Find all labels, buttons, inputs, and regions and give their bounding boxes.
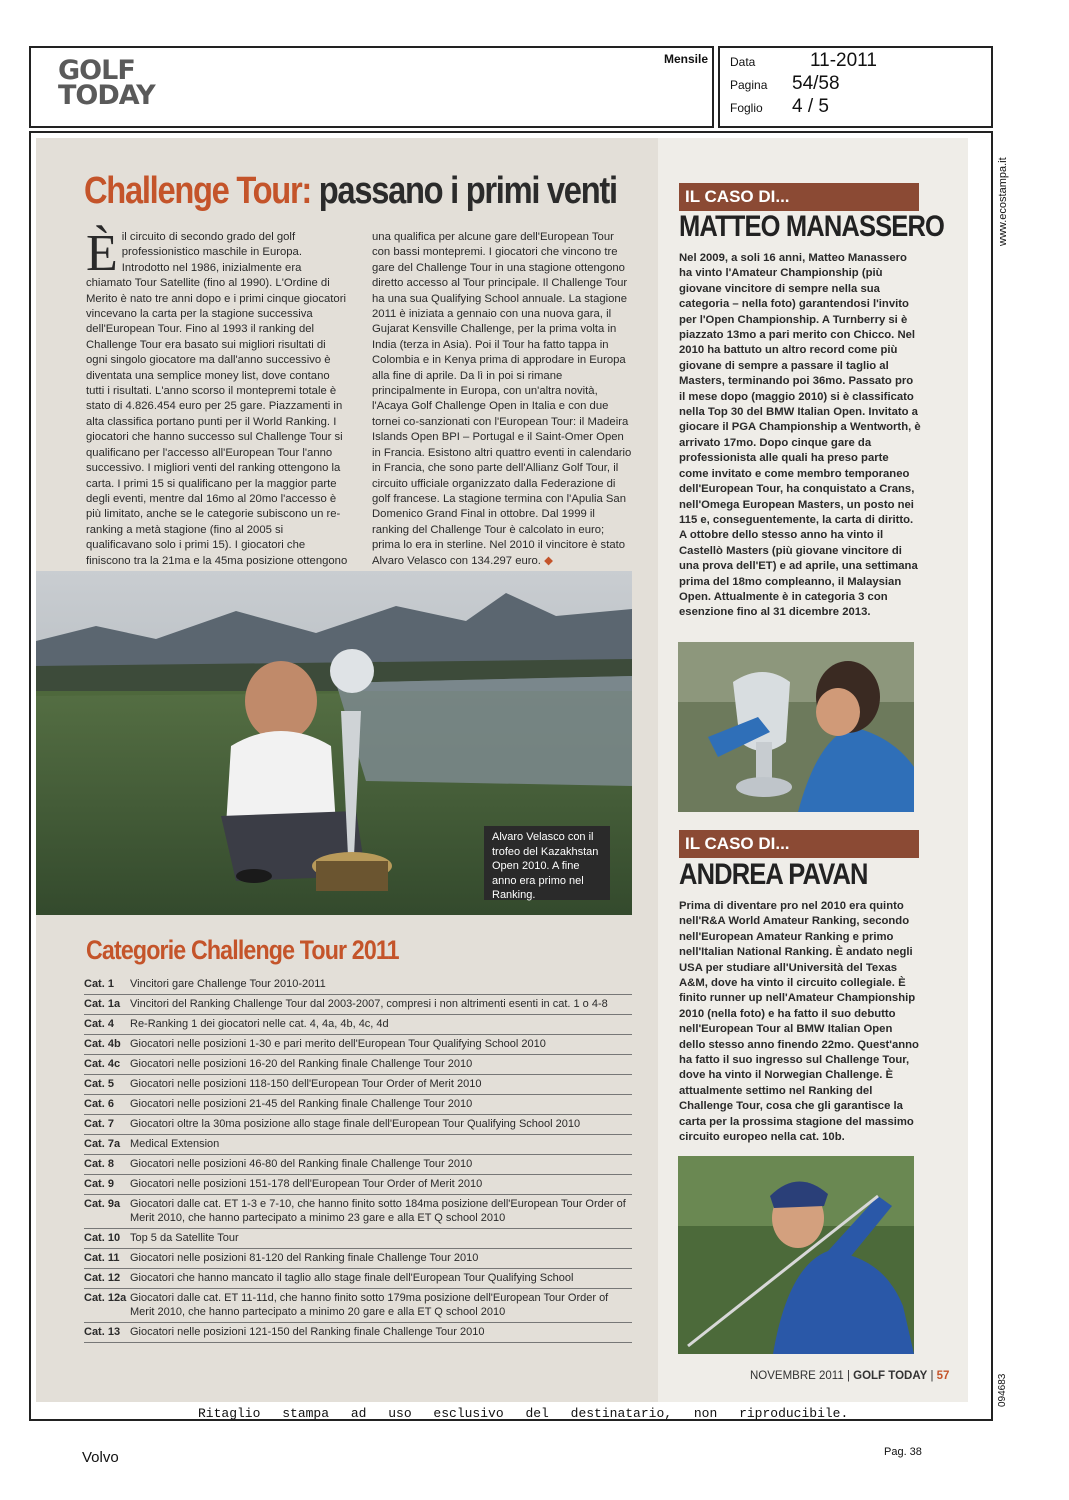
golf-today-logo: [58, 55, 155, 111]
table-row: [84, 1015, 632, 1035]
logo-line2: TODAY: [58, 80, 155, 111]
cat-code: Cat. 7a: [84, 1138, 121, 1150]
cat-code: Cat. 6: [84, 1098, 114, 1110]
magazine-footer: NOVEMBRE 2011 | GOLF TODAY | 57: [750, 1370, 950, 1382]
table-row: [84, 1035, 632, 1055]
table-row: [84, 1055, 632, 1075]
cat-code: Cat. 1a: [84, 998, 121, 1010]
dropcap: È: [86, 225, 118, 282]
periodicity: Mensile: [664, 52, 709, 66]
cat-code: Cat. 12: [84, 1272, 121, 1284]
footer-page: 57: [936, 1370, 950, 1382]
cat-desc: Giocatori nelle posizioni 16-20 del Ranking finale Challenge Tour 2010: [130, 1058, 473, 1070]
pagina-value: 54/58: [792, 73, 840, 94]
client-name: Volvo: [82, 1449, 119, 1466]
cat-code: Cat. 9a: [84, 1198, 121, 1210]
cat-code: Cat. 8: [84, 1158, 114, 1170]
page-number: Pag. 38: [884, 1446, 922, 1458]
cat-code: Cat. 10: [84, 1232, 121, 1244]
table-row: [84, 1323, 632, 1343]
cat-desc: Giocatori nelle posizioni 81-120 del Ranking finale Challenge Tour 2010: [130, 1252, 479, 1264]
foglio-value: 4 / 5: [792, 96, 829, 117]
website-mark: www.ecostampa.it: [997, 157, 1009, 246]
end-mark: ◆: [544, 554, 553, 567]
cat-desc: Re-Ranking 1 dei giocatori nelle cat. 4, 4a, 4b, 4c, 4d: [130, 1018, 389, 1030]
table-row: [84, 1229, 632, 1249]
pagina-label: Pagina: [730, 78, 768, 92]
cat-code: Cat. 4c: [84, 1058, 121, 1070]
table-row: [84, 1175, 632, 1195]
article-title: [84, 170, 617, 213]
cat-desc: Vincitori gare Challenge Tour 2010-2011: [130, 978, 326, 990]
categories-table: [84, 975, 632, 1343]
table-row: [84, 995, 632, 1015]
table-row: [84, 1289, 632, 1323]
cat-code: Cat. 7: [84, 1118, 114, 1130]
photo-caption: Alvaro Velasco con il trofeo del Kazakhstan Open 2010. A fine anno era primo nel Ranking.: [484, 826, 610, 900]
cat-desc: Giocatori dalle cat. ET 11-11d, che hanno finito sotto 179ma posizione dell'European Tour Order of Merit 2010, che hanno partecipato a minimo 20 gare e alla ET Q school 2010: [130, 1292, 609, 1318]
case2-name: ANDREA PAVAN: [679, 858, 868, 891]
data-label: Data: [730, 55, 756, 69]
case2-text: Prima di diventare pro nel 2010 era quinto nell'R&A World Amateur Ranking, secondo nell'European Amateur Ranking e primo nell'Italian National Ranking. È andato negli USA per studiare all'Università del Texas A&M, dove ha vinto il circuito collegiale. È finito runner up nell'Amateur Championship 2010 (nella foto) e ha fatto il suo debutto nell'European Tour al BMW Italian Open dello stesso anno finendo 22mo. Quest'anno ha fatto il suo ingresso sul Challenge Tour, dove ha vinto il Norwegian Challenge. È attualmente settimo nel Ranking del Challenge Tour, cosa che gli garantisce la carta per la prossima stagione del massimo circuito europeo nella cat. 10b.: [679, 900, 919, 1144]
table-row: [84, 1135, 632, 1155]
table-row: [84, 1269, 632, 1289]
table-row: [84, 1195, 632, 1229]
footer-month: NOVEMBRE 2011: [750, 1370, 844, 1382]
cat-desc: Giocatori dalle cat. ET 1-3 e 7-10, che hanno finito sotto 184ma posizione dell'European Tour Order of Merit 2010, che hanno partecipato a minimo 23 gare e alla ET Q school 2010: [130, 1198, 626, 1224]
clipping-notice: Ritaglio stampa ad uso esclusivo del destinatario, non riproducibile.: [198, 1406, 849, 1421]
logo-line1: GOLF: [58, 55, 135, 86]
categories-title: Categorie Challenge Tour 2011: [86, 935, 399, 965]
cat-code: Cat. 4: [84, 1018, 114, 1030]
cat-desc: Giocatori nelle posizioni 46-80 del Ranking finale Challenge Tour 2010: [130, 1158, 473, 1170]
clipping-code: 094683: [997, 1373, 1008, 1407]
title-rest: passano i primi venti: [310, 170, 617, 212]
cat-code: Cat. 1: [84, 978, 114, 990]
cat-desc: Vincitori del Ranking Challenge Tour dal 2003-2007, compresi i non altrimenti esenti in cat. 1 o 4-8: [130, 998, 608, 1010]
cat-desc: Giocatori oltre la 30ma posizione allo stage finale dell'European Tour Qualifying School 2010: [130, 1118, 581, 1130]
case1-text: Nel 2009, a soli 16 anni, Matteo Manassero ha vinto l'Amateur Championship (più giovane vincitore di sempre nella sua categoria – nella foto) garantendosi l'invito per l'Open Championship. A Turnberry si è piazzato 13mo a pari merito con Chicco. Nel 2010 ha battuto un altro record come più giovane di sempre a passare il taglio al Masters, terminando poi 36mo. Passato pro il mese dopo (maggio 2010) si è classificato nella Top 30 del BMW Italian Open. Invitato a giocare il PGA Championship a Wentworth, è arrivato 17mo. Dopo cinque gare da professionista alle quali ha preso parte come invitato e come membro temporaneo dell'European Tour, ha conquistato a Crans, nell'Omega European Masters, un posto nei 115 e, conseguentemente, la carta di diritto. A ottobre dello stesso anno ha vinto il Castellò Masters (più giovane vincitore di una prova dell'ET) e ad aprile, una settimana prima del 18mo compleanno, il Malaysian Open. Attualmente è in categoria 3 con esenzione fino al 31 dicembre 2013.: [679, 252, 921, 619]
cat-code: Cat. 12a: [84, 1292, 127, 1304]
cat-code: Cat. 9: [84, 1178, 114, 1190]
case1-heading-bar: IL CASO DI...: [679, 183, 919, 211]
article-column-1: [86, 225, 348, 567]
case2-heading-bar: IL CASO DI...: [679, 830, 919, 858]
cat-desc: Giocatori che hanno mancato il taglio allo stage finale dell'European Tour Qualifying School: [130, 1272, 574, 1284]
article-column-2: [372, 230, 634, 567]
cat-desc: Giocatori nelle posizioni 118-150 dell'European Tour Order of Merit 2010: [130, 1078, 482, 1090]
cat-desc: Top 5 da Satellite Tour: [130, 1232, 239, 1244]
table-row: [84, 975, 632, 995]
footer-magazine: GOLF TODAY: [853, 1370, 928, 1382]
table-row: [84, 1095, 632, 1115]
table-row: [84, 1249, 632, 1269]
case1-name: MATTEO MANASSERO: [679, 210, 945, 243]
cat-desc: Giocatori nelle posizioni 151-178 dell'European Tour Order of Merit 2010: [130, 1178, 483, 1190]
cat-code: Cat. 4b: [84, 1038, 121, 1050]
cat-desc: Giocatori nelle posizioni 21-45 del Ranking finale Challenge Tour 2010: [130, 1098, 473, 1110]
cat-code: Cat. 5: [84, 1078, 114, 1090]
cat-desc: Giocatori nelle posizioni 1-30 e pari merito dell'European Tour Qualifying School 2010: [130, 1038, 546, 1050]
table-row: [84, 1075, 632, 1095]
data-value: 11-2011: [810, 50, 877, 71]
table-row: [84, 1115, 632, 1135]
photo-manassero-trophy: [678, 642, 914, 812]
foglio-label: Foglio: [730, 101, 763, 115]
column-1-text: il circuito di secondo grado del golf professionistico maschile in Europa. Introdotto nel 1986, inizialmente era chiamato Tour Satellite (fino al 1990). L'Ordine di Merito è nato tre anni dopo e i primi cinque giocatori vincevano la carta per la stagione successiva dell'European Tour. Fino al 1993 il ranking del Challenge Tour era basato sui migliori risultati di ogni singolo giocatore ma dall'anno successivo è diventata una semplice money list, dove contano tutti i risultati. L'anno scorso il montepremi totale è stato di 4.826.454 euro per 25 gare. Piazzamenti in alta classifica portano punti per il World Ranking. I giocatori che hanno successo sul Challenge Tour si qualificano per l'accesso all'European Tour l'anno successivo. I migliori venti del ranking ottengono la carta. I primi 15 si qualificano per la maggior parte degli eventi, mentre dal 16mo al 20mo l'accesso è più limitato, anche se le categorie subiscono un re-ranking a metà stagione (fino al 2005 si qualificavano solo i primi 15). I giocatori che finiscono tra la 21ma e la 45ma posizione ottengono: [86, 231, 348, 567]
cat-desc: Giocatori nelle posizioni 121-150 del Ranking finale Challenge Tour 2010: [130, 1326, 485, 1338]
cat-desc: Medical Extension: [130, 1138, 220, 1150]
table-row: [84, 1155, 632, 1175]
title-accent: Challenge Tour:: [84, 170, 311, 212]
photo-pavan-swing: [678, 1156, 914, 1354]
cat-code: Cat. 11: [84, 1252, 120, 1264]
cat-code: Cat. 13: [84, 1326, 121, 1338]
column-2-text: una qualifica per alcune gare dell'European Tour con bassi montepremi. I giocatori che vincono tre gare del Challenge Tour in una stagione ottengono diretto accesso al Tour principale. Il Challenge Tour ha una sua Qualifying School annuale. La stagione 2011 è iniziata a gennaio con una nuova gara, il Gujarat Kensville Challenge, per la prima volta in India (terza in Asia). Poi il Tour ha fatto tappa in Colombia e in Kenya prima di approdare in Europa alla fine di aprile. Da lì in poi si rimane principalmente in Europa, con un'altra novità, l'Acaya Golf Challenge Open in Italia e con due tornei co-sanzionati con l'European Tour: il Madeira Islands Open BPI – Portugal e il Saint-Omer Open in Francia. Esistono altri quattro eventi in calendario in Francia, che sono parte dell'Allianz Golf Tour, il circuito ufficiale organizzato dalla Federazione di golf francese. La stagione termina con l'Apulia San Domenico Grand Final in ottobre. Dal 1999 il ranking del Challenge Tour è calcolato in euro; prima lo era in sterline. Nel 2010 il vincitore è stato Alvaro Velasco con 134.297 euro.: [372, 231, 632, 567]
